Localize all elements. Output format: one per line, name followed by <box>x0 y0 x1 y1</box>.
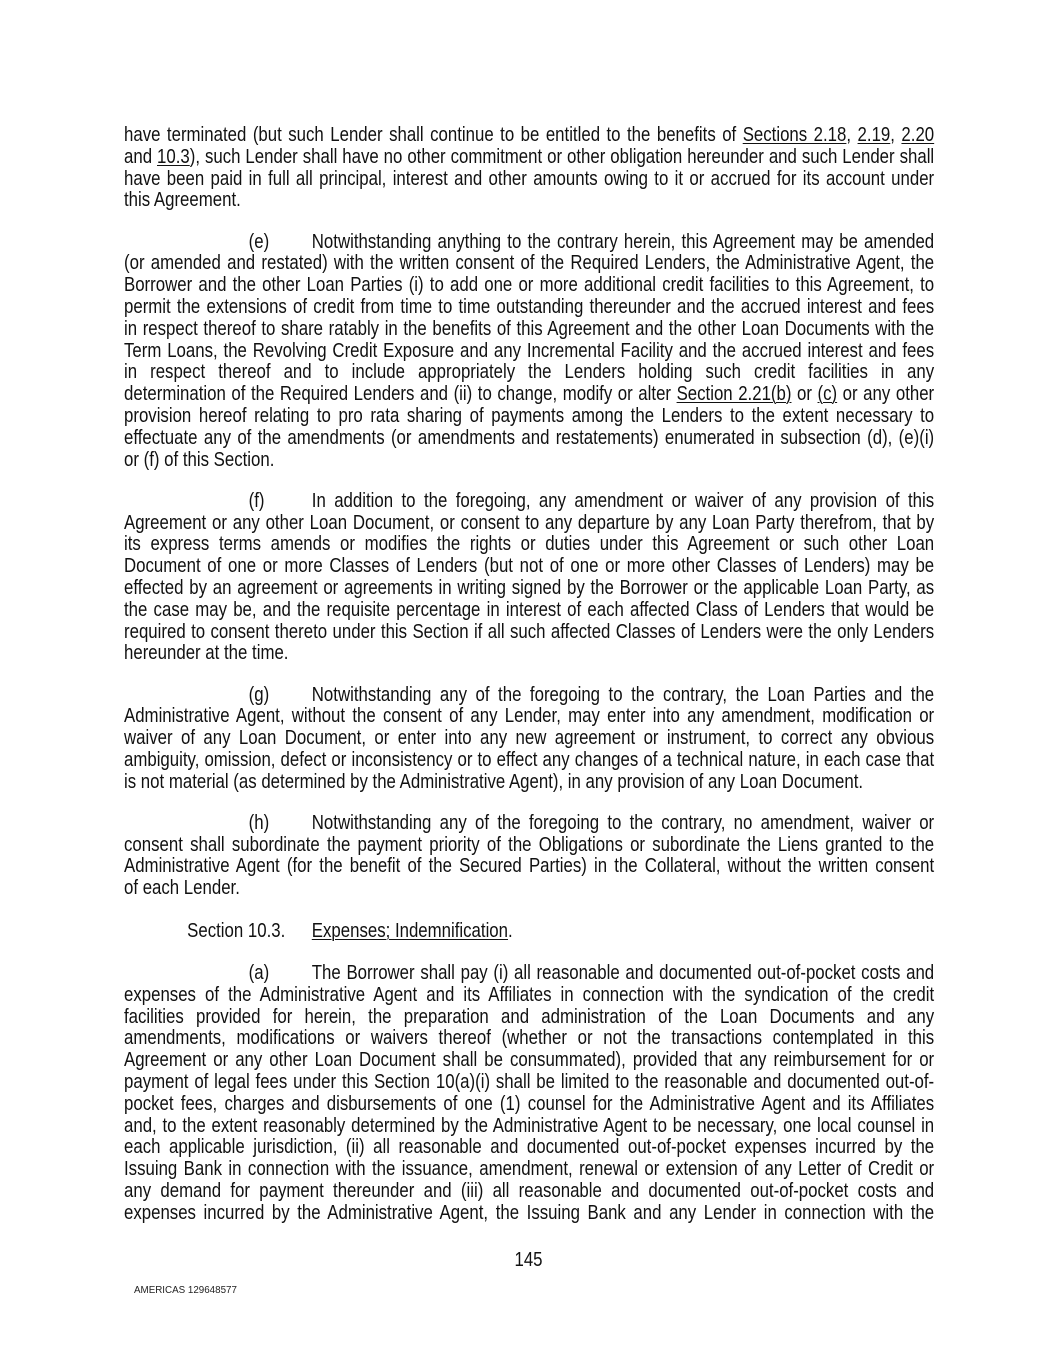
text-line <box>124 449 934 471</box>
text-line <box>124 296 934 318</box>
text-line <box>124 749 934 771</box>
text-line <box>124 1027 934 1049</box>
cross-reference: (c) <box>817 382 838 406</box>
text-line <box>124 855 934 877</box>
text-line <box>124 577 934 599</box>
text-run: facilities provided for herein, the preparation and administration of the Loan Documents and any <box>124 1004 935 1028</box>
text-line <box>124 1049 934 1071</box>
text-line <box>124 1093 934 1115</box>
text-run: the case may be, and the requisite percentage in interest of each affected Class of Lenders that would be <box>124 597 935 621</box>
text-run: ), such Lender shall have no other commitment or other obligation hereunder and such Lender shall <box>189 144 935 168</box>
text-run: Notwithstanding any of the foregoing to the contrary, no amendment, waiver or <box>311 810 935 834</box>
text-run: Notwithstanding anything to the contrary herein, this Agreement may be amended <box>311 229 935 253</box>
text-line <box>124 599 934 621</box>
text-line <box>124 146 934 168</box>
text-run: have terminated (but such Lender shall continue to be entitled to the benefits of <box>124 123 743 146</box>
text-line <box>124 340 934 362</box>
text-line <box>124 727 934 749</box>
text-run: and, to the extent reasonably determined by the Administrative Agent to be necessary, one local counsel in <box>124 1113 935 1137</box>
text-line <box>124 684 934 706</box>
section-number: Section 10.3. <box>187 918 286 942</box>
text-line <box>124 490 934 512</box>
text-run: in respect thereof to share ratably in the benefits of this Agreement and the other Loan Documents with the <box>124 316 935 340</box>
text-line <box>124 533 934 555</box>
text-run: or (f) of this Section. <box>124 447 275 471</box>
text-line <box>124 642 934 664</box>
cross-reference: Section 2.21(b) <box>676 382 792 406</box>
text-line <box>124 1071 934 1093</box>
document-id: AMERICAS 129648577 <box>134 1285 237 1296</box>
text-line <box>124 877 934 899</box>
text-line <box>124 555 934 577</box>
text-run: or <box>791 382 818 406</box>
text-run: of each Lender. <box>124 876 240 900</box>
text-run: in respect thereof and to include appropriately the Lenders holding such credit facilities in any <box>124 360 935 384</box>
text-run: expenses of the Administrative Agent and its Affiliates in connection with the syndication of the credit <box>124 982 935 1006</box>
section-title-end: . <box>508 918 513 942</box>
cross-reference: Sections 2.18 <box>742 123 847 146</box>
text-run: required to consent thereto under this Section if all such affected Classes of Lenders were the only Lenders <box>124 619 935 643</box>
text-run: and <box>124 144 158 168</box>
text-line <box>124 1158 934 1180</box>
paragraph-e <box>124 231 934 471</box>
text-run: payment of legal fees under this Section 10(a)(i) shall be limited to the reasonable and documented out-of- <box>124 1069 935 1093</box>
cross-reference: 2.20 <box>901 123 935 146</box>
text-run: Document of one or more Classes of Lenders (but not of one or more other Classes of Lenders) may be <box>124 554 935 578</box>
text-line <box>124 168 934 190</box>
text-run: effected by an agreement or agreements in writing signed by the Borrower or the applicable Loan Party, as <box>124 575 935 599</box>
paragraph-label: (a) <box>248 960 270 984</box>
text-run: Agreement or any other Loan Document, or consent to any departure by any Loan Party therefrom, that by <box>124 510 935 534</box>
text-line <box>124 512 934 534</box>
text-line <box>124 318 934 340</box>
page-body <box>124 124 934 1243</box>
text-line <box>124 1115 934 1137</box>
text-line <box>124 812 934 834</box>
text-line <box>124 1180 934 1202</box>
text-run: , <box>846 123 858 146</box>
section-title: Expenses; Indemnification <box>311 918 509 942</box>
text-run: pocket fees, charges and disbursements of one (1) counsel for the Administrative Agent and its Affiliates <box>124 1091 935 1115</box>
text-run: determination of the Required Lenders and (ii) to change, modify or alter <box>124 382 677 406</box>
paragraph-h <box>124 812 934 899</box>
text-line <box>124 962 934 984</box>
text-line <box>124 705 934 727</box>
text-run: or any other <box>837 382 935 406</box>
text-line <box>124 274 934 296</box>
text-run: waiver of any Loan Document, or enter into any new agreement or instrument, to correct any obvious <box>124 726 935 750</box>
text-run: Agreement or any other Loan Document shall be consummated), provided that any reimbursement for or <box>124 1048 935 1072</box>
text-run: Term Loans, the Revolving Credit Exposure and any Incremental Facility and the accrued interest and fees <box>124 338 935 362</box>
text-run: expenses incurred by the Administrative Agent, the Issuing Bank and any Lender in connection with the <box>124 1200 935 1224</box>
text-run: Notwithstanding any of the foregoing to the contrary, the Loan Parties and the <box>311 682 935 706</box>
text-line <box>124 834 934 856</box>
text-run: effectuate any of the amendments (or amendments and restatements) enumerated in subsection (d), (e)(i) <box>124 425 935 449</box>
paragraph-label: (f) <box>248 488 265 512</box>
text-run: amendments, modifications or waivers thereof (whether or not the transactions contemplated in this <box>124 1026 935 1050</box>
paragraph-f <box>124 490 934 664</box>
text-run: The Borrower shall pay (i) all reasonable and documented out-of-pocket costs and <box>311 960 935 984</box>
text-run: consent shall subordinate the payment priority of the Obligations or subordinate the Liens granted to the <box>124 832 935 856</box>
text-run: Administrative Agent (for the benefit of the Secured Parties) in the Collateral, without the written consent <box>124 854 935 878</box>
text-run: each applicable jurisdiction, (ii) all reasonable and documented out-of-pocket expenses incurred by the <box>124 1135 935 1159</box>
text-run: Issuing Bank in connection with the issuance, amendment, renewal or extension of any Letter of Credit or <box>124 1157 935 1181</box>
text-run: permit the extensions of credit from time to time outstanding thereunder and the accrued interest and fees <box>124 294 935 318</box>
paragraph-label: (e) <box>248 229 270 253</box>
text-line <box>124 621 934 643</box>
text-run: Administrative Agent, without the consent of any Lender, may enter into any amendment, modification or <box>124 704 935 728</box>
text-run: is not material (as determined by the Administrative Agent), in any provision of any Loan Document. <box>124 769 864 793</box>
section-heading <box>124 920 934 942</box>
paragraph-a <box>124 962 934 1224</box>
text-line <box>124 1006 934 1028</box>
text-run: any demand for payment thereunder and (iii) all reasonable and documented out-of-pocket costs and <box>124 1178 935 1202</box>
text-line <box>124 984 934 1006</box>
text-line <box>124 1202 934 1224</box>
paragraph-label: (h) <box>248 810 270 834</box>
text-run: hereunder at the time. <box>124 641 289 665</box>
text-run: , <box>890 123 902 146</box>
cross-reference: 2.19 <box>857 123 891 146</box>
text-run: provision hereof relating to pro rata sharing of payments among the Lenders to the extent necessary to <box>124 403 935 427</box>
text-line <box>124 771 934 793</box>
cross-reference: 10.3 <box>157 144 190 168</box>
text-line <box>124 189 934 211</box>
text-line <box>124 361 934 383</box>
text-run: its express terms amends or modifies the rights or duties under this Agreement or such other Loan <box>124 532 935 556</box>
text-run: (or amended and restated) with the written consent of the Required Lenders, the Administrative Agent, the <box>124 251 935 275</box>
text-line <box>124 1136 934 1158</box>
text-line <box>124 383 934 405</box>
paragraph-label: (g) <box>248 682 270 706</box>
section-title-wrap <box>312 920 513 942</box>
text-run: In addition to the foregoing, any amendment or waiver of any provision of this <box>311 488 935 512</box>
page-number: 145 <box>514 1248 543 1271</box>
paragraph-g <box>124 684 934 793</box>
text-run: ambiguity, omission, defect or inconsistency or to effect any changes of a technical nature, in each case that <box>124 747 935 771</box>
text-line <box>124 405 934 427</box>
text-line <box>124 252 934 274</box>
text-run: this Agreement. <box>124 188 241 212</box>
text-run: Borrower and the other Loan Parties (i) to add one or more additional credit facilities to this Agreement, to <box>124 273 935 297</box>
text-line <box>124 231 934 253</box>
text-line <box>124 124 934 146</box>
text-line <box>124 427 934 449</box>
text-run: have been paid in full all principal, interest and other amounts owing to it or accrued for its account under <box>124 166 935 190</box>
paragraph-continued <box>124 124 934 211</box>
